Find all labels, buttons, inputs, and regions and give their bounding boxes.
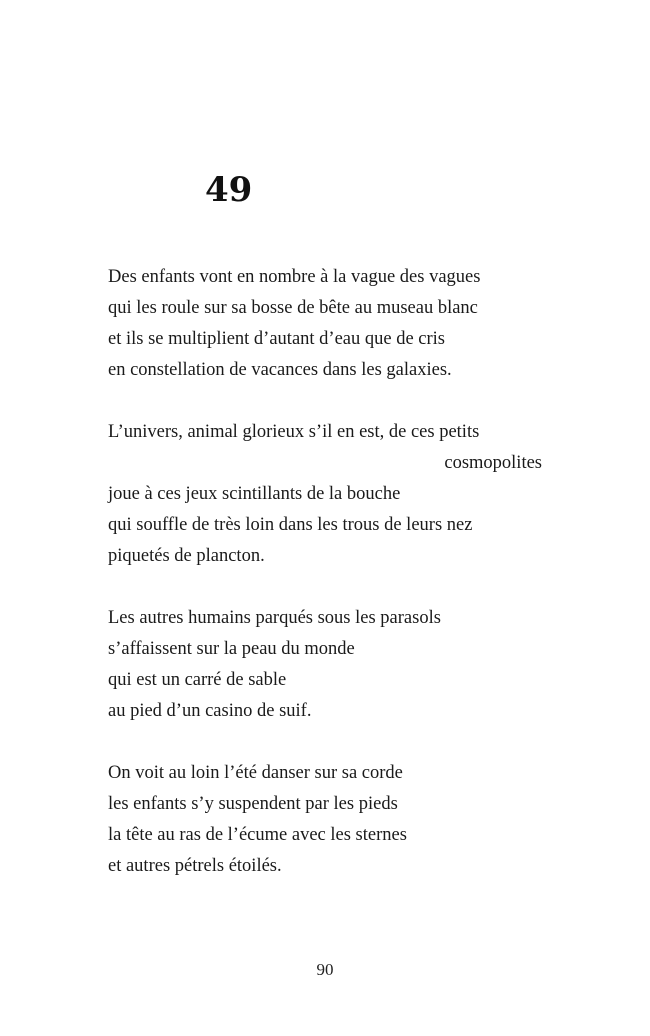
poem-line: la tête au ras de l’écume avec les sternes — [108, 825, 407, 845]
poem-body — [108, 262, 588, 913]
poem-line: L’univers, animal glorieux s’il en est, de ces petits — [108, 422, 480, 442]
poem-line: au pied d’un casino de suif. — [108, 701, 312, 721]
poem-line: les enfants s’y suspendent par les pieds — [108, 794, 398, 814]
poem-line: qui est un carré de sable — [108, 670, 287, 690]
poem-line: piquetés de plancton. — [108, 546, 265, 566]
poem-line-continuation: cosmopolites — [444, 453, 542, 473]
poem-line: Les autres humains parqués sous les parasols — [108, 608, 441, 628]
poem-line: et ils se multiplient d’autant d’eau que de cris — [108, 329, 446, 349]
poem-line: qui souffle de très loin dans les trous de leurs nez — [108, 515, 473, 535]
poem-line: s’affaissent sur la peau du monde — [108, 639, 355, 659]
stanza-4 — [108, 758, 588, 882]
poem-line: en constellation de vacances dans les galaxies. — [108, 360, 452, 380]
poem-number: 49 — [205, 170, 253, 210]
poem-line: On voit au loin l’été danser sur sa corde — [108, 763, 403, 783]
poem-line: qui les roule sur sa bosse de bête au museau blanc — [108, 298, 478, 318]
poem-line: joue à ces jeux scintillants de la bouche — [108, 484, 401, 504]
stanza-3 — [108, 603, 588, 727]
poem-line: Des enfants vont en nombre à la vague des vagues — [108, 267, 481, 287]
stanza-2 — [108, 417, 588, 572]
poem-line: et autres pétrels étoilés. — [108, 856, 282, 876]
page-number: 90 — [316, 960, 334, 979]
stanza-1 — [108, 262, 588, 386]
